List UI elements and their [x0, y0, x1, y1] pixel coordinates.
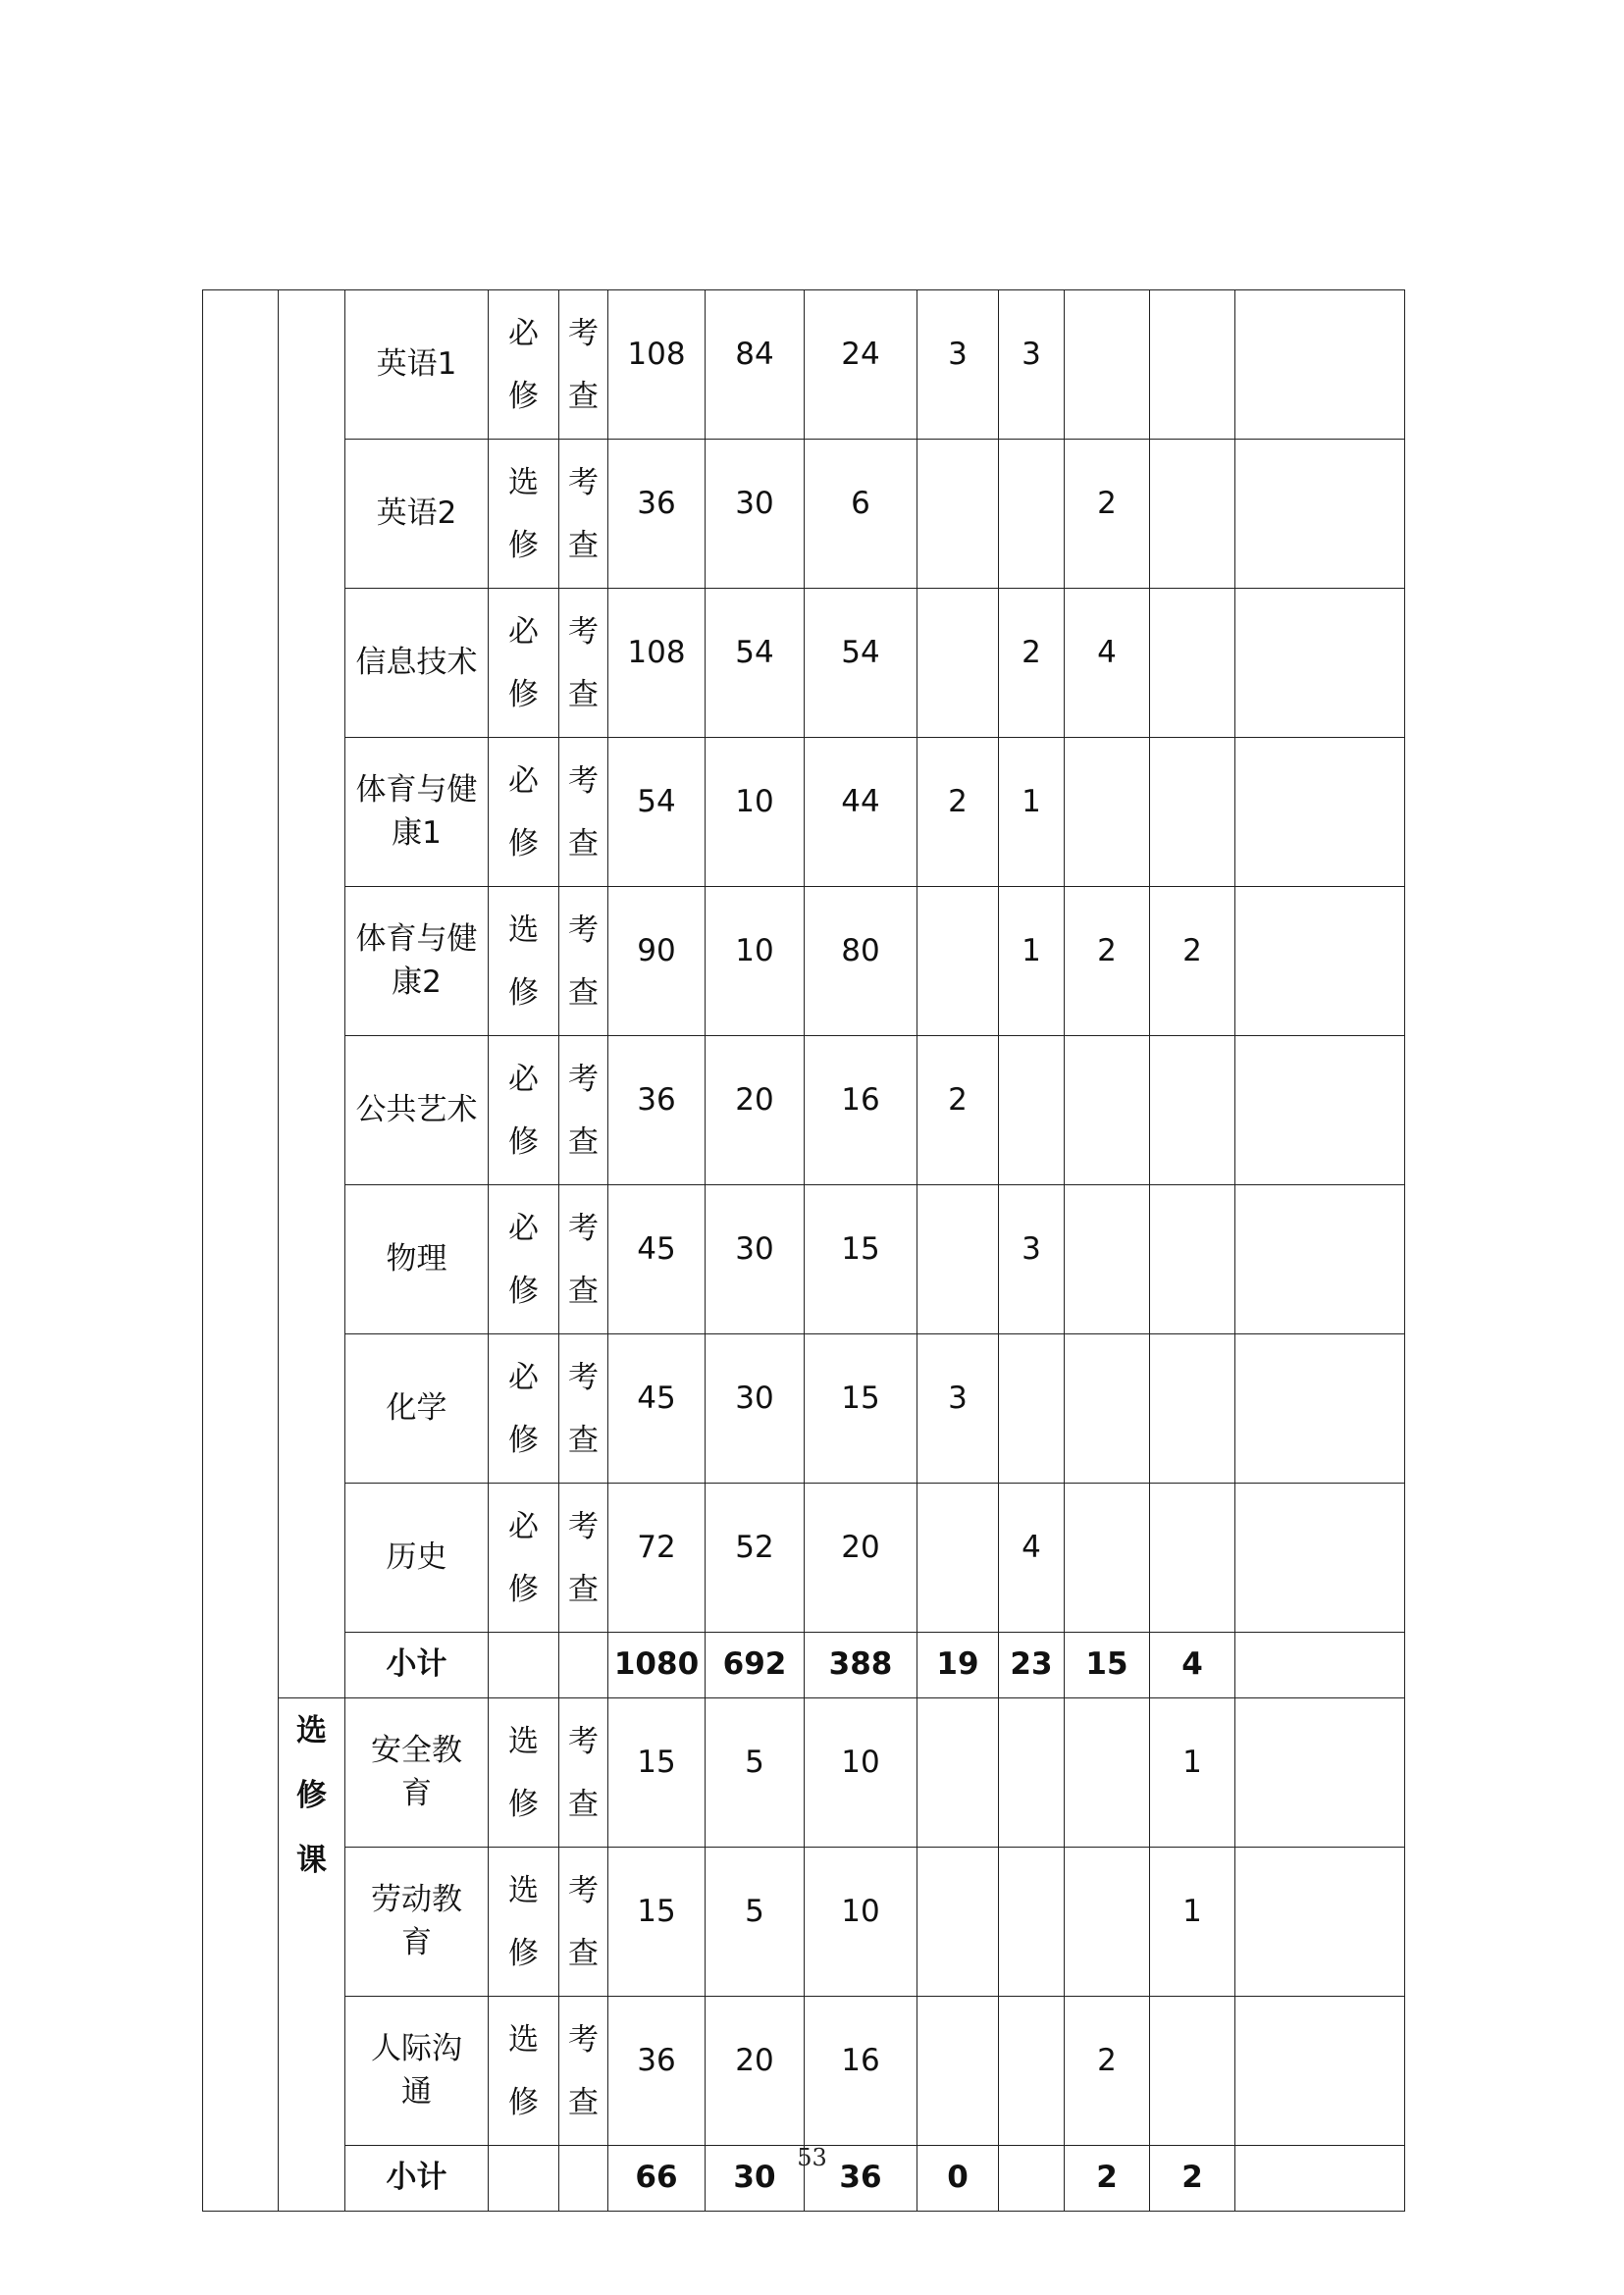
value-cell — [1150, 1185, 1235, 1334]
assessment-type — [559, 440, 608, 589]
value-cell — [1065, 1484, 1150, 1633]
value-cell — [1150, 1334, 1235, 1484]
assessment-type — [559, 290, 608, 440]
subtotal-label: 小计 — [345, 1633, 489, 1698]
value-cell — [999, 1334, 1065, 1484]
assessment-type-char: 查 — [568, 1935, 599, 1971]
course-type — [489, 1997, 559, 2146]
value-cell: 2 — [1065, 440, 1150, 589]
value-cell: 2 — [1150, 887, 1235, 1036]
value-cell: 15 — [805, 1334, 917, 1484]
assessment-type-char: 考 — [568, 613, 599, 650]
course-name: 人际沟通 — [345, 1997, 489, 2146]
assessment-type-char: 查 — [568, 1123, 599, 1160]
table-row — [203, 1484, 1405, 1633]
course-type — [489, 1698, 559, 1848]
value-cell: 0 — [917, 2146, 999, 2212]
value-cell: 16 — [805, 1997, 917, 2146]
course-type-char: 选 — [508, 912, 539, 948]
assessment-type-char: 考 — [568, 1359, 599, 1395]
value-cell: 20 — [805, 1484, 917, 1633]
assessment-type-char: 考 — [568, 1061, 599, 1097]
remarks-cell — [1235, 1185, 1405, 1334]
table-row — [203, 589, 1405, 738]
subtotal-label: 小计 — [345, 2146, 489, 2212]
value-cell — [999, 1997, 1065, 2146]
course-name: 英语2 — [345, 440, 489, 589]
remarks-cell — [1235, 738, 1405, 887]
value-cell: 20 — [706, 1997, 805, 2146]
value-cell: 36 — [805, 2146, 917, 2212]
table-row — [203, 440, 1405, 589]
value-cell: 692 — [706, 1633, 805, 1698]
course-type-char: 修 — [508, 1123, 539, 1160]
value-cell — [999, 1848, 1065, 1997]
value-cell: 5 — [706, 1698, 805, 1848]
assessment-type-char: 考 — [568, 762, 599, 799]
remarks-cell — [1235, 1484, 1405, 1633]
category-cell — [203, 290, 279, 2212]
value-cell — [1150, 290, 1235, 440]
value-cell: 45 — [608, 1185, 706, 1334]
table-row — [203, 738, 1405, 887]
course-name: 英语1 — [345, 290, 489, 440]
value-cell — [917, 589, 999, 738]
value-cell: 84 — [706, 290, 805, 440]
value-cell — [1150, 738, 1235, 887]
value-cell — [917, 440, 999, 589]
value-cell: 30 — [706, 2146, 805, 2212]
value-cell: 72 — [608, 1484, 706, 1633]
value-cell: 4 — [1065, 589, 1150, 738]
course-name: 信息技术 — [345, 589, 489, 738]
course-type — [489, 887, 559, 1036]
value-cell: 108 — [608, 589, 706, 738]
course-name: 化学 — [345, 1334, 489, 1484]
course-type-char: 修 — [508, 1571, 539, 1607]
value-cell — [917, 1848, 999, 1997]
page-number: 53 — [797, 2144, 827, 2171]
remarks-cell — [1235, 1334, 1405, 1484]
course-type-char: 必 — [508, 1061, 539, 1097]
value-cell — [1065, 290, 1150, 440]
course-name: 体育与健康2 — [345, 887, 489, 1036]
assessment-type-char: 查 — [568, 1422, 599, 1458]
assessment-type-char: 考 — [568, 315, 599, 351]
assessment-type-char: 查 — [568, 2084, 599, 2120]
value-cell — [999, 1036, 1065, 1185]
course-table — [202, 289, 1405, 2212]
value-cell: 2 — [1065, 887, 1150, 1036]
assessment-type-char: 查 — [568, 825, 599, 861]
course-type-char: 选 — [508, 464, 539, 500]
remarks-cell — [1235, 1997, 1405, 2146]
value-cell: 16 — [805, 1036, 917, 1185]
value-cell: 52 — [706, 1484, 805, 1633]
value-cell: 20 — [706, 1036, 805, 1185]
empty-cell — [559, 1633, 608, 1698]
value-cell: 388 — [805, 1633, 917, 1698]
value-cell: 44 — [805, 738, 917, 887]
value-cell — [1065, 1036, 1150, 1185]
value-cell: 10 — [805, 1848, 917, 1997]
value-cell: 1 — [999, 887, 1065, 1036]
table-row — [203, 1036, 1405, 1185]
value-cell — [917, 1484, 999, 1633]
assessment-type-char: 考 — [568, 912, 599, 948]
empty-cell — [489, 1633, 559, 1698]
value-cell — [1065, 1698, 1150, 1848]
course-type-char: 修 — [508, 676, 539, 712]
value-cell: 2 — [1065, 2146, 1150, 2212]
course-type-char: 修 — [508, 2084, 539, 2120]
value-cell: 19 — [917, 1633, 999, 1698]
subcategory-cell — [279, 290, 345, 1698]
value-cell: 54 — [706, 589, 805, 738]
value-cell — [1150, 1036, 1235, 1185]
value-cell: 2 — [1150, 2146, 1235, 2212]
value-cell: 10 — [706, 738, 805, 887]
course-name: 物理 — [345, 1185, 489, 1334]
course-type-char: 修 — [508, 1422, 539, 1458]
value-cell: 3 — [999, 290, 1065, 440]
assessment-type — [559, 1036, 608, 1185]
course-type-char: 修 — [508, 527, 539, 563]
assessment-type — [559, 1334, 608, 1484]
assessment-type — [559, 1698, 608, 1848]
assessment-type-char: 查 — [568, 974, 599, 1011]
course-type — [489, 290, 559, 440]
value-cell: 54 — [805, 589, 917, 738]
value-cell — [999, 1698, 1065, 1848]
value-cell: 90 — [608, 887, 706, 1036]
value-cell — [1065, 1848, 1150, 1997]
value-cell: 6 — [805, 440, 917, 589]
course-type — [489, 1334, 559, 1484]
course-name: 历史 — [345, 1484, 489, 1633]
course-type-char: 修 — [508, 825, 539, 861]
value-cell: 10 — [706, 887, 805, 1036]
value-cell: 2 — [917, 1036, 999, 1185]
value-cell — [1150, 589, 1235, 738]
value-cell: 30 — [706, 1334, 805, 1484]
assessment-type — [559, 1484, 608, 1633]
value-cell: 2 — [999, 589, 1065, 738]
assessment-type-char: 考 — [568, 1508, 599, 1544]
course-name: 劳动教育 — [345, 1848, 489, 1997]
table-row — [203, 1848, 1405, 1997]
course-type — [489, 1848, 559, 1997]
assessment-type-char: 考 — [568, 1210, 599, 1246]
assessment-type-char: 查 — [568, 378, 599, 414]
table-row — [203, 1185, 1405, 1334]
table-row — [203, 1698, 1405, 1848]
value-cell: 3 — [917, 290, 999, 440]
value-cell: 36 — [608, 1997, 706, 2146]
value-cell — [917, 887, 999, 1036]
assessment-type — [559, 589, 608, 738]
course-name: 体育与健康1 — [345, 738, 489, 887]
value-cell: 1080 — [608, 1633, 706, 1698]
value-cell: 108 — [608, 290, 706, 440]
category-char: 选 — [296, 1713, 327, 1748]
assessment-type — [559, 1848, 608, 1997]
course-type — [489, 589, 559, 738]
course-name: 安全教育 — [345, 1698, 489, 1848]
table-row — [203, 887, 1405, 1036]
remarks-cell — [1235, 440, 1405, 589]
value-cell — [1150, 440, 1235, 589]
course-type — [489, 1484, 559, 1633]
value-cell: 3 — [917, 1334, 999, 1484]
value-cell: 10 — [805, 1698, 917, 1848]
course-type-char: 选 — [508, 2021, 539, 2058]
subtotal-row — [203, 1633, 1405, 1698]
remarks-cell — [1235, 1036, 1405, 1185]
value-cell: 15 — [608, 1848, 706, 1997]
value-cell: 66 — [608, 2146, 706, 2212]
value-cell — [1065, 1334, 1150, 1484]
category-char: 课 — [296, 1843, 327, 1878]
course-type-char: 修 — [508, 378, 539, 414]
value-cell: 1 — [1150, 1698, 1235, 1848]
value-cell: 36 — [608, 1036, 706, 1185]
assessment-type-char: 考 — [568, 2021, 599, 2058]
value-cell: 2 — [1065, 1997, 1150, 2146]
value-cell: 4 — [1150, 1633, 1235, 1698]
assessment-type-char: 查 — [568, 527, 599, 563]
value-cell — [917, 1185, 999, 1334]
value-cell: 36 — [608, 440, 706, 589]
value-cell — [1065, 1185, 1150, 1334]
course-type-char: 修 — [508, 974, 539, 1011]
course-type-char: 修 — [508, 1935, 539, 1971]
course-type-char: 选 — [508, 1723, 539, 1759]
value-cell: 24 — [805, 290, 917, 440]
remarks-cell — [1235, 1633, 1405, 1698]
value-cell — [917, 1997, 999, 2146]
course-type-char: 必 — [508, 762, 539, 799]
category-char: 修 — [296, 1778, 327, 1813]
assessment-type — [559, 887, 608, 1036]
course-type-char: 必 — [508, 1210, 539, 1246]
value-cell: 45 — [608, 1334, 706, 1484]
assessment-type-char: 查 — [568, 1273, 599, 1309]
course-type-char: 修 — [508, 1273, 539, 1309]
assessment-type — [559, 738, 608, 887]
table-row — [203, 290, 1405, 440]
remarks-cell — [1235, 1848, 1405, 1997]
assessment-type-char: 考 — [568, 1723, 599, 1759]
value-cell: 30 — [706, 1185, 805, 1334]
course-type-char: 必 — [508, 1359, 539, 1395]
value-cell: 80 — [805, 887, 917, 1036]
value-cell — [1065, 738, 1150, 887]
course-type-char: 必 — [508, 315, 539, 351]
remarks-cell — [1235, 589, 1405, 738]
value-cell — [1150, 1484, 1235, 1633]
value-cell: 4 — [999, 1484, 1065, 1633]
course-type — [489, 440, 559, 589]
course-type — [489, 1036, 559, 1185]
value-cell: 2 — [917, 738, 999, 887]
remarks-cell — [1235, 290, 1405, 440]
assessment-type — [559, 1185, 608, 1334]
course-name: 公共艺术 — [345, 1036, 489, 1185]
course-type — [489, 1185, 559, 1334]
remarks-cell — [1235, 887, 1405, 1036]
value-cell: 15 — [608, 1698, 706, 1848]
assessment-type-char: 查 — [568, 676, 599, 712]
assessment-type-char: 考 — [568, 1872, 599, 1908]
value-cell: 23 — [999, 1633, 1065, 1698]
remarks-cell — [1235, 1698, 1405, 1848]
value-cell: 15 — [1065, 1633, 1150, 1698]
value-cell: 5 — [706, 1848, 805, 1997]
value-cell: 1 — [1150, 1848, 1235, 1997]
table-row — [203, 1334, 1405, 1484]
value-cell: 3 — [999, 1185, 1065, 1334]
value-cell: 30 — [706, 440, 805, 589]
value-cell — [1150, 1997, 1235, 2146]
value-cell: 54 — [608, 738, 706, 887]
course-type-char: 修 — [508, 1786, 539, 1822]
course-type-char: 必 — [508, 1508, 539, 1544]
value-cell: 1 — [999, 738, 1065, 887]
value-cell — [917, 1698, 999, 1848]
table-body — [203, 290, 1405, 2212]
course-type-char: 选 — [508, 1872, 539, 1908]
value-cell: 15 — [805, 1185, 917, 1334]
assessment-type-char: 查 — [568, 1571, 599, 1607]
assessment-type-char: 查 — [568, 1786, 599, 1822]
assessment-type — [559, 1997, 608, 2146]
table-row — [203, 1997, 1405, 2146]
elective-category-cell — [279, 1698, 345, 2212]
course-type — [489, 738, 559, 887]
assessment-type-char: 考 — [568, 464, 599, 500]
value-cell — [999, 440, 1065, 589]
course-type-char: 必 — [508, 613, 539, 650]
